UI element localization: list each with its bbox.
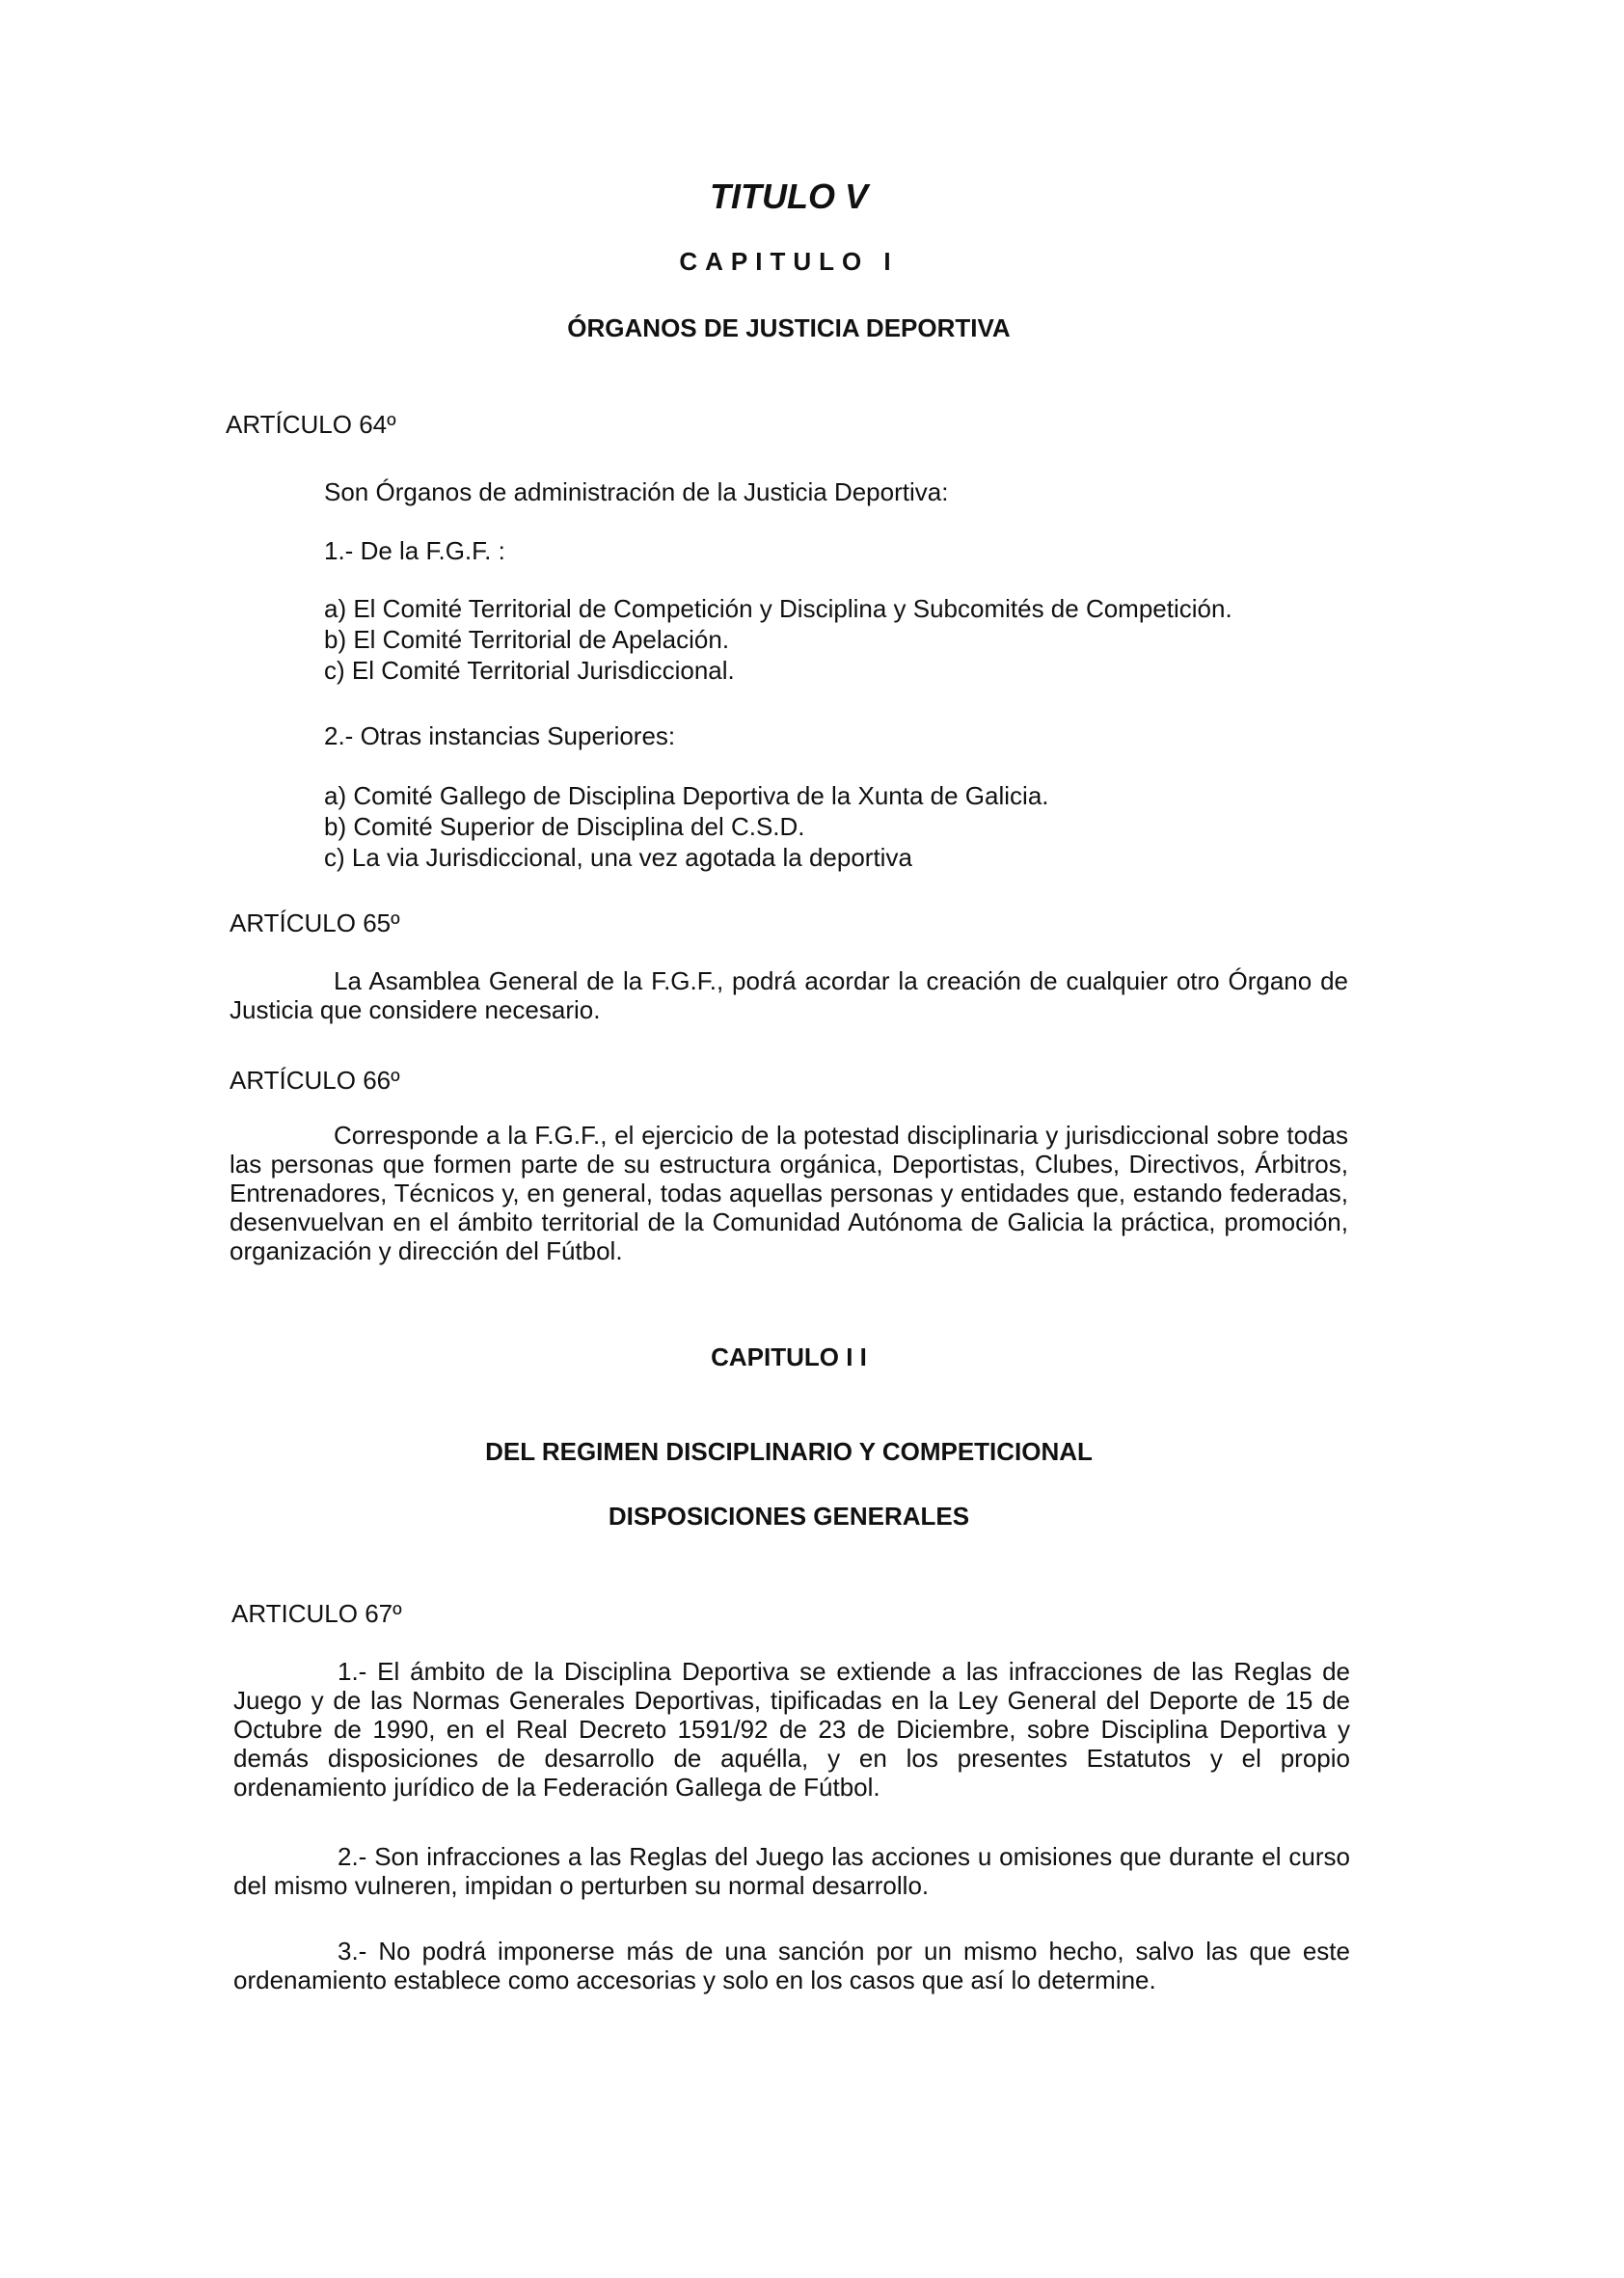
article-67-paragraph-3: 3.- No podrá imponerse más de una sanción por un mismo hecho, salvo las que este ordenamiento establece como accesorias y solo en los casos que así lo determine.	[233, 1937, 1350, 1994]
regimen-heading: DEL REGIMEN DISCIPLINARIO Y COMPETICIONAL	[485, 1437, 1093, 1466]
article-64-fgf: 1.- De la F.G.F. :	[324, 536, 505, 565]
article-64-otras-item-b: b) Comité Superior de Disciplina del C.S.D.	[324, 812, 805, 841]
titulo-heading: TITULO V	[710, 176, 868, 216]
capitulo-i-heading: CAPITULO I	[679, 247, 899, 276]
article-65-label: ARTÍCULO 65º	[230, 908, 400, 937]
article-64-otras: 2.- Otras instancias Superiores:	[324, 721, 676, 750]
article-66-text: Corresponde a la F.G.F., el ejercicio de la potestad disciplinaria y jurisdiccional sobre todas las personas que formen parte de su estructura orgánica, Deportistas, Clubes, Directivos, Árbitros, Entrenadores, Técnicos y, en general, todas aquellas personas y entidades que, estando federadas, desenvuelvan en el ámbito territorial de la Comunidad Autónoma de Galicia la práctica, promoción, organización y dirección del Fútbol.	[230, 1121, 1348, 1265]
article-64-otras-item-c: c) La via Jurisdiccional, una vez agotada la deportiva	[324, 843, 912, 872]
capitulo-ii-heading: CAPITULO I I	[711, 1342, 867, 1371]
article-67-paragraph-1: 1.- El ámbito de la Disciplina Deportiva se extiende a las infracciones de las Reglas de Juego y de las Normas Generales Deportivas, tipificadas en la Ley General del Deporte de 15 de Octubre de 1990, en el Real Decreto 1591/92 de 23 de Diciembre, sobre Disciplina Deportiva y demás disposiciones de desarrollo de aquélla, y en los presentes Estatutos y el propio ordenamiento jurídico de la Federación Gallega de Fútbol.	[233, 1657, 1350, 1802]
article-64-fgf-item-b: b) El Comité Territorial de Apelación.	[324, 625, 730, 654]
article-64-fgf-item-c: c) El Comité Territorial Jurisdiccional.	[324, 656, 735, 685]
article-66-label: ARTÍCULO 66º	[230, 1066, 400, 1095]
article-67-paragraph-2: 2.- Son infracciones a las Reglas del Juego las acciones u omisiones que durante el curso del mismo vulneren, impidan o perturben su normal desarrollo.	[233, 1842, 1350, 1900]
article-67-label: ARTICULO 67º	[231, 1599, 402, 1628]
disposiciones-heading: DISPOSICIONES GENERALES	[608, 1502, 970, 1531]
article-65-text: La Asamblea General de la F.G.F., podrá acordar la creación de cualquier otro Órgano de Justicia que considere necesario.	[230, 966, 1348, 1024]
article-64-otras-item-a: a) Comité Gallego de Disciplina Deportiva de la Xunta de Galicia.	[324, 781, 1049, 810]
article-64-label: ARTÍCULO 64º	[226, 410, 396, 439]
article-64-intro: Son Órganos de administración de la Justicia Deportiva:	[324, 477, 949, 506]
article-64-fgf-item-a: a) El Comité Territorial de Competición y Disciplina y Subcomités de Competición.	[324, 594, 1232, 623]
organos-heading: ÓRGANOS DE JUSTICIA DEPORTIVA	[567, 313, 1011, 342]
